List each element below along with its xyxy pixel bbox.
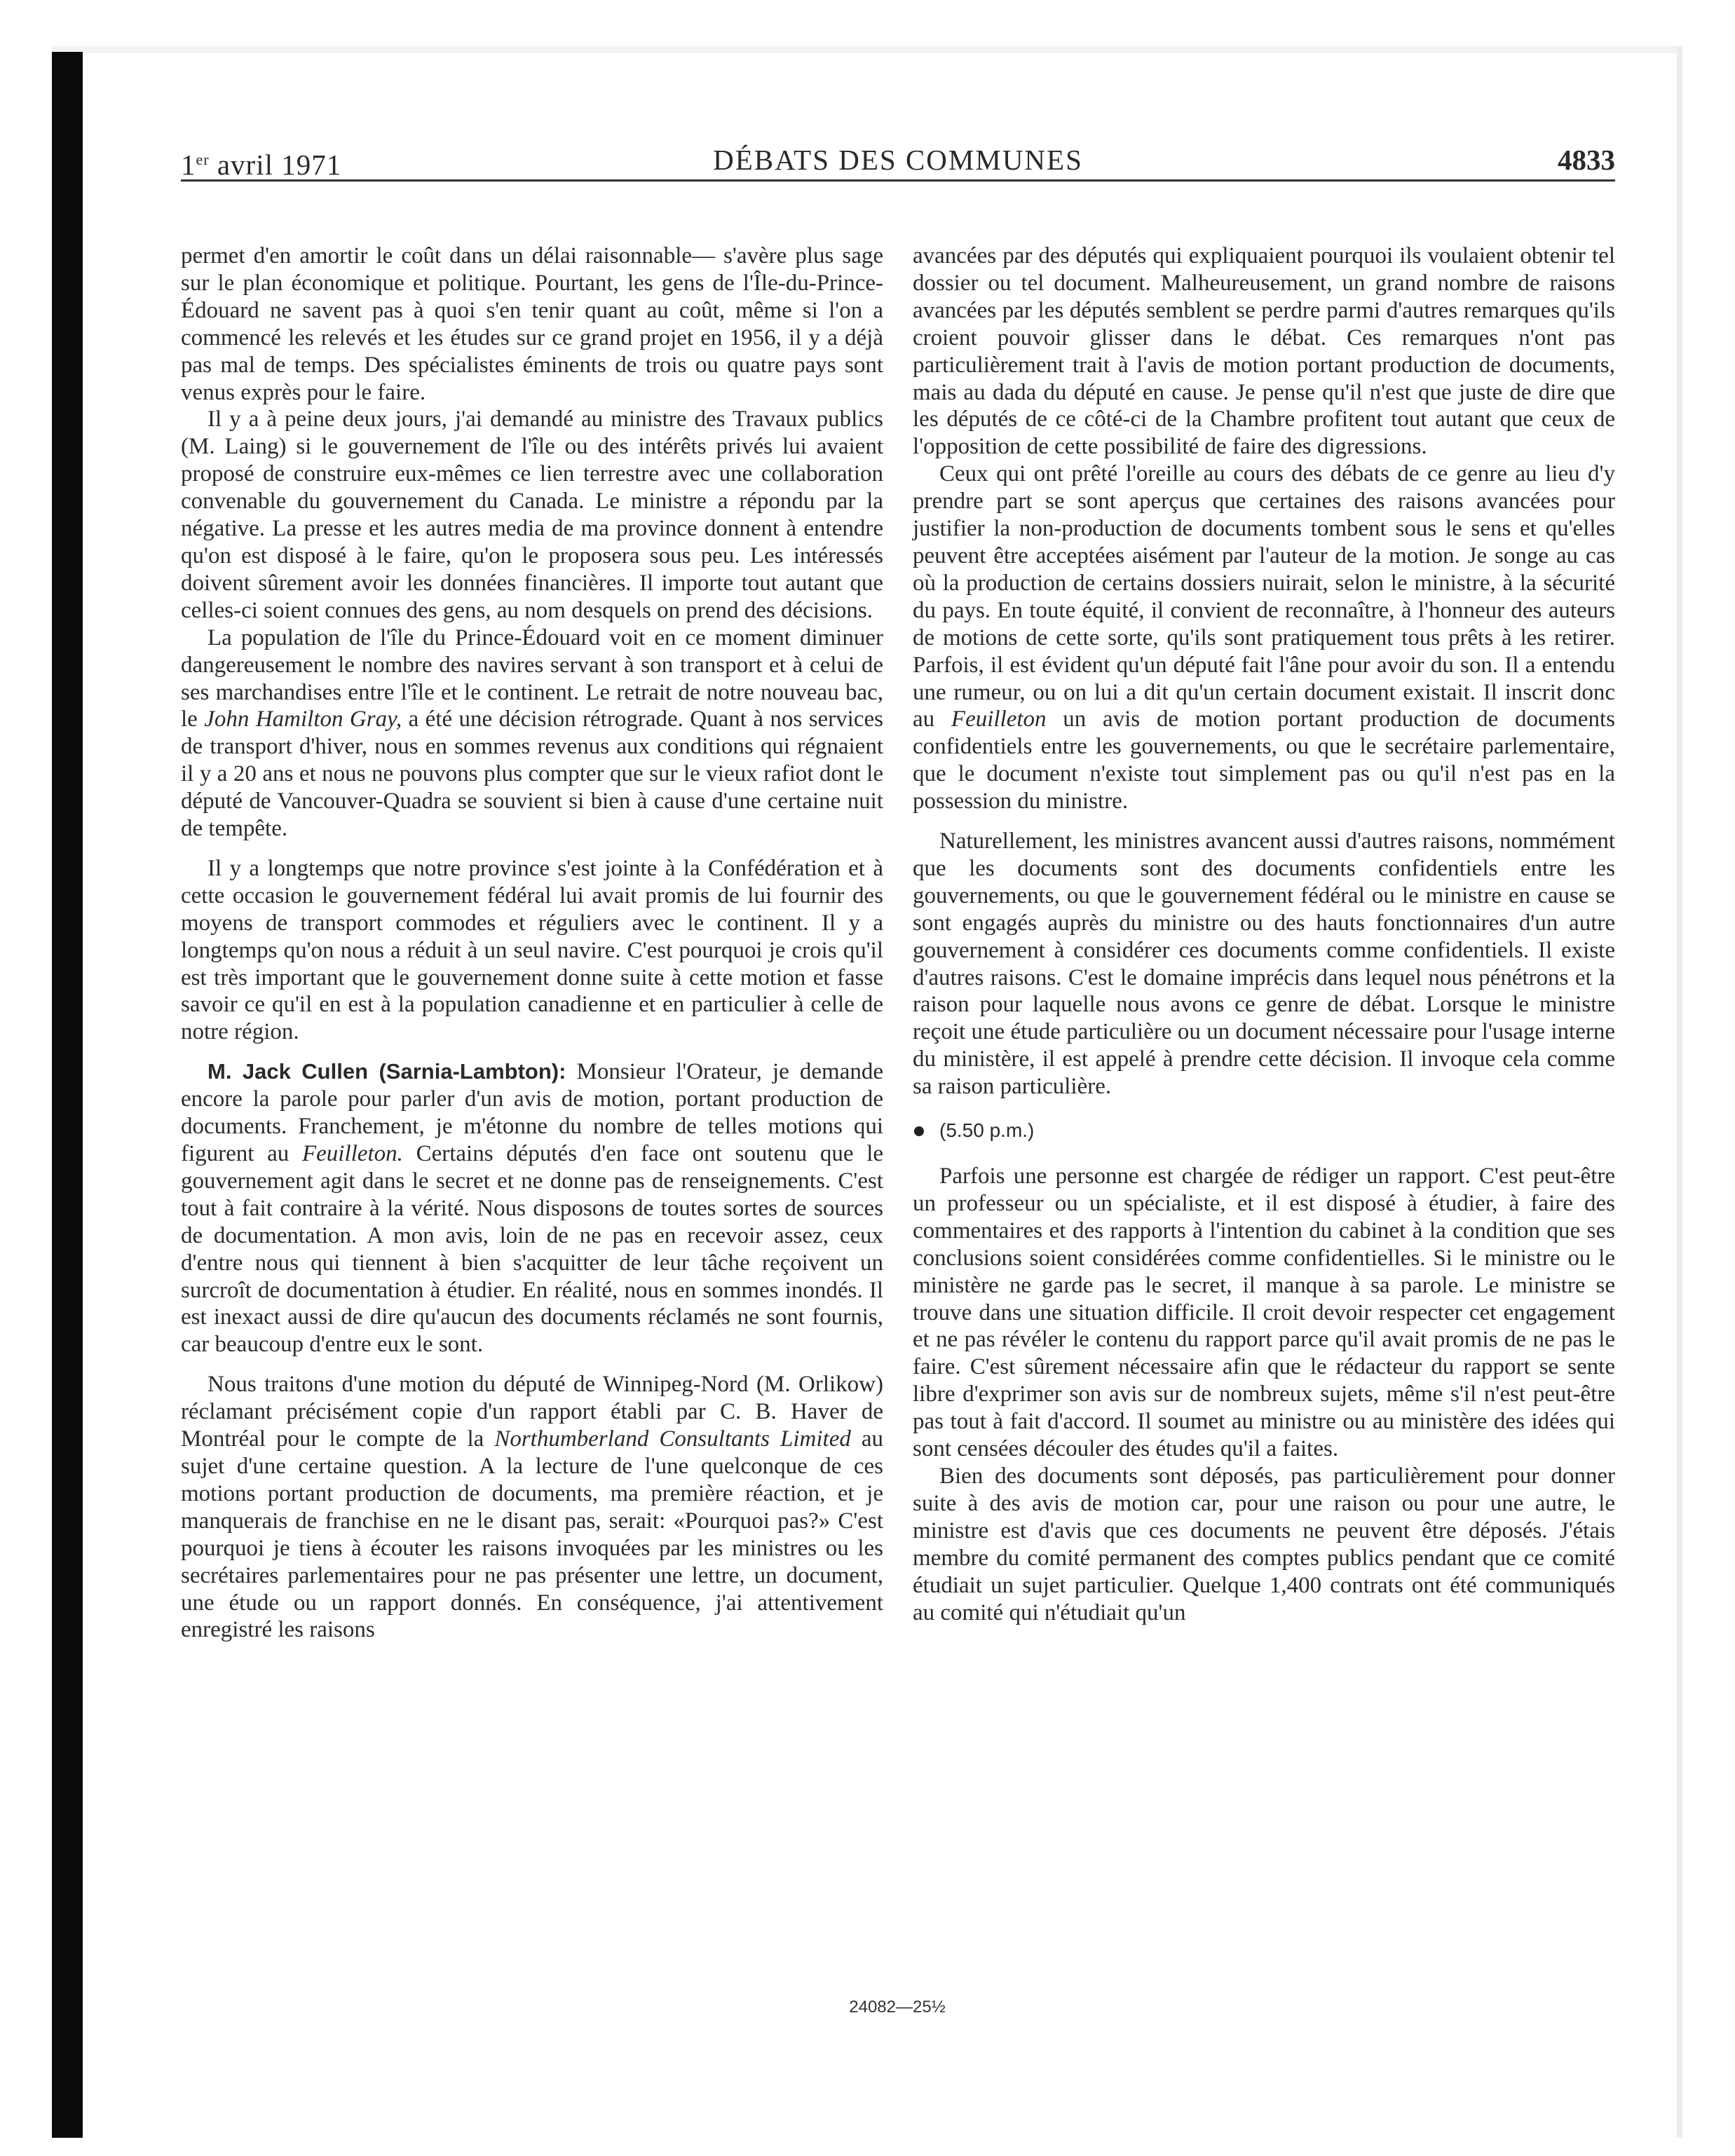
feuilleton-ref: Feuilleton.	[302, 1141, 403, 1166]
scan-border-right	[1677, 46, 1682, 2138]
paragraph: avancées par des députés qui expliquaient pourquoi ils voulaient obtenir tel dossier ou tel document. Malheureusement, un grand nombre de raisons avancées par les députés semblent se perdre parmi d'autres remarques qu'ils croient pouvoir glisser dans le débat. Ces remarques n'ont pas particulièrement trait à l'avis de motion portant production de documents, mais au dada du député en cause. Je pense qu'il n'est que juste de dire que les députés de ce côté-ci de la Chambre profitent tout autant que ceux de l'opposition de cette possibilité de faire des digressions.	[913, 243, 1615, 460]
paragraph: permet d'en amortir le coût dans un délai raisonnable— s'avère plus sage sur le plan économique et politique. Pourtant, les gens de l'Île-du-Prince-Édouard ne savent pas à quoi s'en tenir quant au coût, même si l'on a commencé les relevés et les études sur ce grand projet en 1956, il y a déjà pas mal de temps. Des spécialistes éminents de trois ou quatre pays sont venus exprès pour le faire.	[181, 243, 883, 405]
paragraph: Naturellement, les ministres avancent aussi d'autres raisons, nommément que les documents sont des documents confidentiels entre les gouvernements, ou que le gouvernement fédéral ou le ministre en cause se sont engagés auprès du ministre ou des hauts fonctionnaires d'un autre gouvernement à considérer ces documents comme confidentiels. Il existe d'autres raisons. C'est le domaine imprécis dans lequel nous pénétrons et la raison pour laquelle nous avons ce genre de débat. Lorsque le ministre reçoit une étude particulière ou un document nécessaire pour l'usage interne du ministère, il est appelé à prendre cette décision. Il invoque cela comme sa raison particulière.	[913, 828, 1615, 1100]
header-title: DÉBATS DES COMMUNES	[713, 144, 1083, 176]
scan-border-top	[52, 46, 1682, 53]
paragraph: Parfois une personne est chargée de rédiger un rapport. C'est peut-être un professeur ou un spécialiste, et il est disposé à étudier, à faire des commentaires et des rapports à l'intention du cabinet à la condition que ses conclusions soient considérées comme confidentielles. Si le ministre ou le ministère ne garde pas le secret, il manque à sa parole. Le ministre se trouve dans une situation difficile. Il croit devoir respecter cet engagement et ne pas révéler le contenu du rapport parce qu'il avait promis de ne pas le faire. C'est sûrement nécessaire afin que le rédacteur du rapport se sente libre d'exprimer son avis sur de nombreux sujets, même s'il n'est peut-être pas tout à fait d'accord. Il soumet au ministre ou au ministère des idées qui sont censées découler des études qu'il a faites.	[913, 1164, 1615, 1462]
right-column	[913, 243, 1615, 1626]
paragraph: La population de l'île du Prince-Édouard voit en ce moment diminuer dangereusement le nombre des navires servant à son transport et à celui de ses marchandises entre l'île et le continent. Le retrait de notre nouveau bac, le John Hamilton Gray, a été une décision rétrograde. Quant à nos services de transport d'hiver, nous en sommes revenus aux conditions qui régnaient il y a 20 ans et nous ne pouvons plus compter que sur le vieux rafiot dont le député de Vancouver-Quadra se souvient si bien à cause d'une certaine nuit de tempête.	[181, 625, 883, 842]
company-name: Northumberland Consultants Limited	[494, 1426, 851, 1452]
page-header	[181, 140, 1615, 182]
footer-print-code: 24082—25½	[849, 1998, 946, 2017]
speaker-name: M. Jack Cullen (Sarnia-Lambton):	[207, 1059, 566, 1084]
bullet-icon	[914, 1126, 924, 1136]
scan-border-left	[52, 52, 83, 2138]
speech-paragraph: M. Jack Cullen (Sarnia-Lambton): Monsieur l'Orateur, je demande encore la parole pour parler d'un avis de motion, portant production de documents. Franchement, je m'étonne du nombre de telles motions qui figurent au Feuilleton. Certains députés d'en face ont soutenu que le gouvernement agit dans le secret et ne donne pas de renseignements. C'est tout à fait contraire à la vérité. Nous disposons de toutes sortes de sources de documentation. A mon avis, loin de ne pas en recevoir assez, ceux d'entre nous qui tiennent à bien s'acquitter de leur tâche reçoivent un surcroît de documentation à étudier. En réalité, nous en sommes inondés. Il est inexact aussi de dire qu'aucun des documents réclamés ne sont fournis, car beaucoup d'entre eux le sont.	[181, 1059, 884, 1358]
page-number: 4833	[1558, 144, 1615, 176]
feuilleton-ref: Feuilleton	[951, 707, 1047, 732]
left-column	[181, 243, 883, 1644]
timestamp: (5.50 p.m.)	[913, 1117, 1615, 1145]
ship-name: John Hamilton Gray,	[204, 707, 402, 732]
header-date: 1er avril 1971	[181, 149, 342, 181]
paragraph: Nous traitons d'une motion du député de Winnipeg-Nord (M. Orlikow) réclamant précisément copie d'un rapport établi par C. B. Haver de Montréal pour le compte de la Northumberland Consultants Limited au sujet d'une certaine question. A la lecture de l'une quelconque de ces motions portant production de documents, ma première réaction, et je manquerais de franchise en ne le disant pas, serait: «Pourquoi pas?» C'est pourquoi je tiens à écouter les raisons invoquées par les ministres ou les secrétaires parlementaires pour ne pas présenter une lettre, un document, une étude ou un rapport donnés. En conséquence, j'ai attentivement enregistré les raisons	[181, 1372, 883, 1643]
paragraph: Bien des documents sont déposés, pas particulièrement pour donner suite à des avis de motion car, pour une raison ou pour une autre, le ministre est d'avis que ces documents ne peuvent être déposés. J'étais membre du comité permanent des comptes publics pendant que ce comité étudiait un sujet particulier. Quelque 1,400 contrats ont été communiqués au comité qui n'étudiait qu'un	[913, 1463, 1615, 1625]
paragraph: Il y a longtemps que notre province s'est jointe à la Confédération et à cette occasion le gouvernement fédéral lui avait promis de lui fournir des moyens de transport commodes et réguliers avec le continent. Il y a longtemps qu'on nous a réduit à un seul navire. C'est pourquoi je crois qu'il est très important que le gouvernement donne suite à cette motion et fasse savoir ce qu'il en est à la population canadienne et en particulier à celle de notre région.	[181, 855, 883, 1045]
paragraph: Il y a à peine deux jours, j'ai demandé au ministre des Travaux publics (M. Laing) si le gouvernement de l'île ou des intérêts privés lui avaient proposé de construire eux-mêmes ce lien terrestre avec une collaboration convenable du gouvernement du Canada. Le ministre a répondu par la négative. La presse et les autres media de ma province donnent à entendre qu'on est disposé à le faire, qu'on le proposera sous peu. Les intéressés doivent sûrement avoir les données financières. Il importe tout autant que celles-ci soient connues des gens, au nom desquels on prend des décisions.	[181, 407, 883, 623]
paragraph: Ceux qui ont prêté l'oreille au cours des débats de ce genre au lieu d'y prendre part se sont aperçus que certaines des raisons avancées pour justifier la non-production de documents tombent sous le sens et qu'elles peuvent être acceptées aisément par l'auteur de la motion. Je songe au cas où la production de certains dossiers nuirait, selon le ministre, à la sécurité du pays. En toute équité, il convient de reconnaître, à l'honneur des auteurs de motions de cette sorte, qu'ils sont pratiquement tous prêts à les retirer. Parfois, il est évident qu'un député fait l'âne pour avoir du son. Il a entendu une rumeur, ou on lui a dit qu'un certain document existait. Il inscrit donc au Feuilleton un avis de motion portant production de documents confidentiels entre les gouvernements, ou que le secrétaire parlementaire, que le document n'existe tout simplement pas ou qu'il n'est pas en la possession du ministre.	[913, 461, 1615, 814]
